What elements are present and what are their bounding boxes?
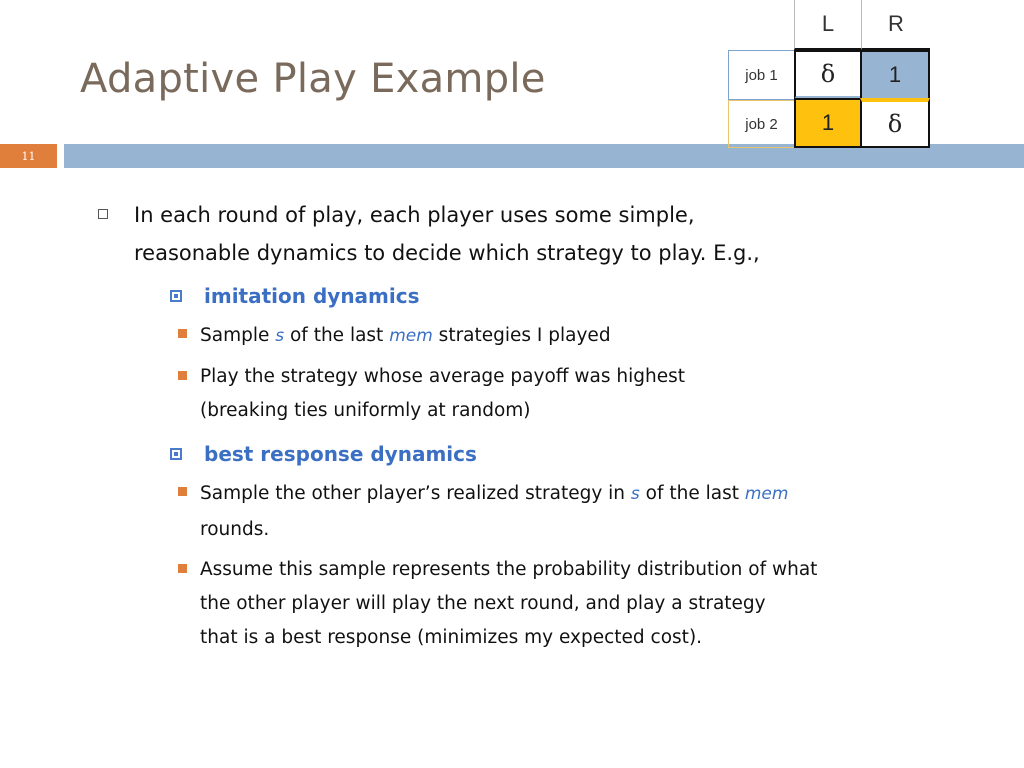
main-bullet — [98, 196, 958, 272]
payoff-matrix — [728, 0, 932, 150]
variable-mem: mem — [744, 484, 789, 504]
imitation-item-2-line-2: (breaking ties uniformly at random) — [200, 400, 531, 421]
best-response-item-1 — [178, 476, 958, 547]
slide-content — [98, 196, 958, 655]
variable-mem: mem — [389, 326, 433, 346]
text-segment: strategies I played — [432, 325, 611, 346]
square-bullet-icon — [170, 290, 182, 302]
best-response-item-2-line-1: Assume this sample represents the probability distribution of what — [200, 559, 818, 580]
best-response-item-2 — [178, 553, 958, 655]
main-bullet-line-2: reasonable dynamics to decide which strategy to play. E.g., — [134, 241, 760, 265]
best-response-item-2-line-2: the other player will play the next round, and play a strategy — [200, 593, 766, 614]
hollow-square-bullet-icon — [98, 209, 108, 219]
text-segment: Sample — [200, 325, 276, 346]
slide-number-badge: 11 — [0, 144, 57, 168]
imitation-item-1 — [178, 318, 958, 354]
best-response-item-1-line-2: rounds. — [200, 519, 270, 540]
main-bullet-line-1: In each round of play, each player uses some simple, — [134, 203, 695, 227]
imitation-item-2 — [178, 360, 958, 428]
imitation-heading-text: imitation dynamics — [204, 284, 420, 308]
imitation-dynamics-heading — [170, 280, 958, 312]
imitation-item-2-line-1: Play the strategy whose average payoff was highest — [200, 366, 686, 387]
payoff-cell-job2-L: 1 — [794, 98, 862, 148]
variable-s: s — [630, 484, 640, 504]
square-bullet-icon — [170, 448, 182, 460]
payoff-cell-job1-L: δ — [794, 50, 862, 100]
text-segment: of the last — [639, 483, 745, 504]
text-segment: of the last — [284, 325, 390, 346]
payoff-cell-job2-R: δ — [860, 98, 930, 148]
slide-title: Adaptive Play Example — [80, 56, 546, 102]
payoff-cell-job1-R: 1 — [860, 50, 930, 100]
column-header-L: L — [794, 0, 862, 50]
orange-square-bullet-icon — [178, 371, 187, 380]
row-label-job-2: job 2 — [728, 100, 794, 148]
best-response-dynamics-heading — [170, 438, 958, 470]
best-response-item-1-line-1 — [200, 476, 958, 512]
best-response-heading-text: best response dynamics — [204, 442, 477, 466]
orange-square-bullet-icon — [178, 487, 187, 496]
text-segment: Sample the other player’s realized strategy in — [200, 483, 631, 504]
orange-square-bullet-icon — [178, 564, 187, 573]
best-response-item-2-line-3: that is a best response (minimizes my expected cost). — [200, 627, 703, 648]
variable-s: s — [275, 326, 285, 346]
orange-square-bullet-icon — [178, 329, 187, 338]
column-header-R: R — [862, 0, 930, 50]
row-label-job-1: job 1 — [728, 50, 794, 100]
